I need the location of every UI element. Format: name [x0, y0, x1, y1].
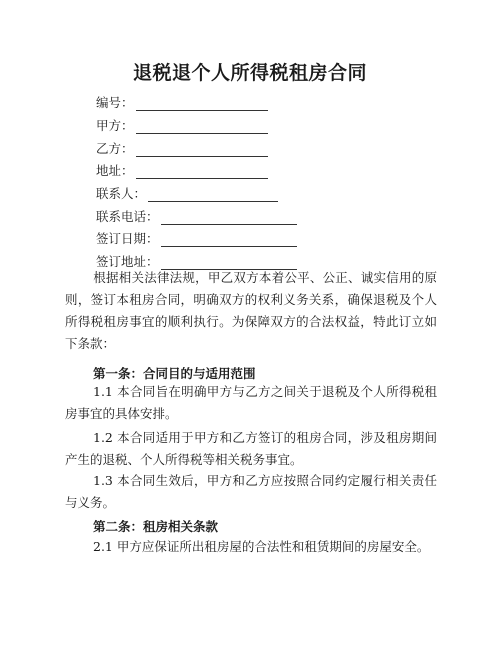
clause-text: 1.3 本合同生效后，甲方和乙方应按照合同约定履行相关责任与义务。	[65, 473, 437, 510]
intro-text: 根据相关法律法规，甲乙双方本着公平、公正、诚实信用的原则，签订本租房合同，明确双方的权利义务关系，确保退税及个人所得税租房事宜的顺利执行。为保障双方的合法权益，特此订立如下条款：	[65, 270, 437, 351]
field-label: 联系人：	[96, 186, 147, 201]
document-title: 退税退个人所得税租房合同	[132, 62, 367, 84]
field-label: 联系电话：	[96, 209, 159, 224]
blank-line	[136, 143, 268, 157]
field-number	[96, 95, 268, 111]
field-label: 地址：	[96, 163, 134, 178]
field-label: 签订日期：	[96, 231, 159, 246]
intro-paragraph	[65, 267, 437, 355]
field-contact	[96, 186, 278, 202]
field-sign-date	[96, 231, 297, 247]
field-label: 乙方：	[96, 141, 134, 156]
field-label: 编号：	[96, 95, 134, 110]
clause-paragraph	[65, 381, 437, 425]
field-label: 签订地址：	[96, 254, 159, 269]
clause-text: 2.1 甲方应保证所出租房屋的合法性和租赁期间的房屋安全。	[93, 539, 430, 554]
field-party-b	[96, 141, 268, 157]
field-phone	[96, 209, 297, 225]
clause-paragraph	[65, 470, 437, 514]
clause-paragraph	[65, 536, 437, 558]
clause-paragraph	[65, 427, 437, 471]
section-heading: 第二条：租房相关条款	[93, 519, 219, 534]
blank-line	[148, 188, 278, 202]
field-address	[96, 163, 268, 179]
clause-text: 1.2 本合同适用于甲方和乙方签订的租房合同，涉及租房期间产生的退税、个人所得税等相关税务事宜。	[65, 430, 437, 467]
blank-line	[161, 233, 297, 247]
blank-line	[136, 165, 268, 179]
field-party-a	[96, 118, 268, 134]
blank-line	[161, 211, 297, 225]
clause-text: 1.1 本合同旨在明确甲方与乙方之间关于退税及个人所得税租房事宜的具体安排。	[65, 384, 437, 421]
blank-line	[136, 120, 268, 134]
blank-line	[136, 97, 268, 111]
section-heading: 第一条：合同目的与适用范围	[93, 366, 256, 381]
field-label: 甲方：	[96, 118, 134, 133]
